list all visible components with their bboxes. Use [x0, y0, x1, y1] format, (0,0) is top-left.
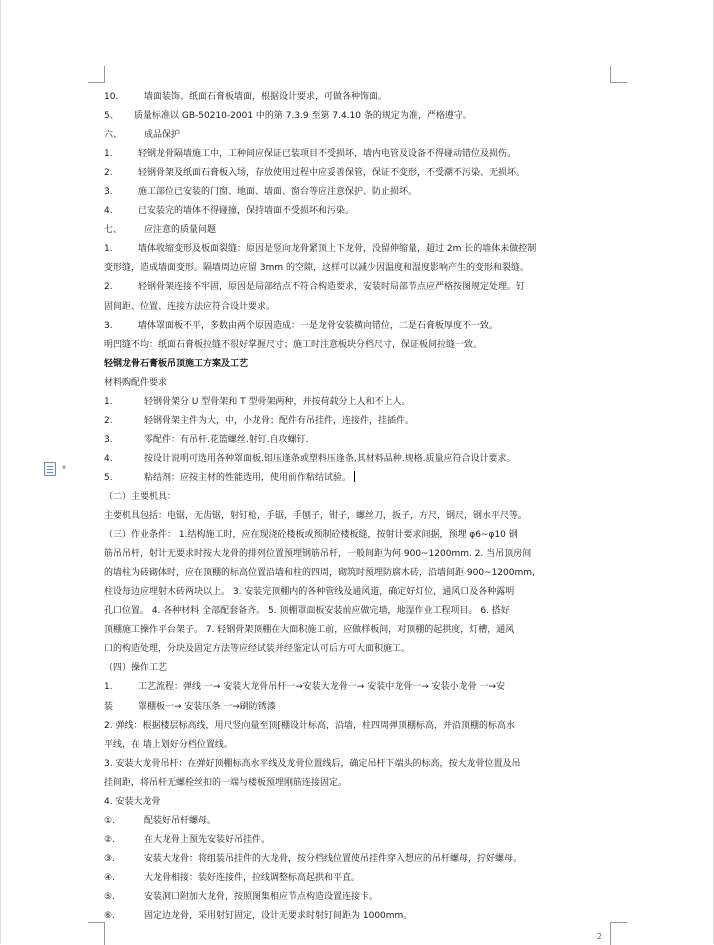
text-line — [104, 336, 607, 355]
text-line — [104, 812, 607, 831]
margin-corner-bottom-left — [88, 922, 105, 945]
text-line — [104, 564, 607, 583]
text-line — [104, 469, 607, 488]
text-line — [104, 698, 607, 717]
line-text: 工艺流程：弹线 一→ 安装大龙骨吊杆一→安装大龙骨一→ 安装中龙骨一→ 安装小龙骨 一→安 — [138, 682, 506, 693]
line-text: 施工部位已安装的门窗、地面、墙面、窗台等应注意保护、防止损坏。 — [138, 187, 418, 198]
text-line — [104, 183, 607, 202]
list-marker: 七、 — [104, 225, 123, 236]
text-line — [104, 507, 607, 526]
text-line — [104, 869, 607, 888]
text-line — [104, 88, 607, 107]
text-line — [104, 431, 607, 450]
text-line — [104, 393, 607, 412]
list-marker: 3. — [104, 320, 113, 331]
line-text: 按设计说明可选用各种罩面板.铝压逢条或塑料压逢条,其材料品种.规格.质量应符合设计要求。 — [144, 453, 516, 464]
line-text: 固间距、位置、连接方法应符合设计要求。 — [104, 301, 276, 312]
margin-corner-top-right — [610, 66, 627, 83]
text-line — [104, 145, 607, 164]
page-left-edge — [0, 0, 1, 944]
text-line — [104, 221, 607, 240]
text-line — [104, 602, 607, 621]
text-line — [104, 488, 607, 507]
line-text: 零配件：有吊杆.花篮螺丝.射钉.自攻螺钉. — [144, 434, 309, 445]
chevron-down-icon[interactable]: ▾ — [62, 463, 67, 472]
line-text: 轻钢龙骨石膏板吊顶施工方案及工艺 — [104, 358, 249, 369]
line-text: 轻钢龙骨隔墙施工中，工种间应保证已装项目不受损坏，墙内电管及设备不得碰动错位及损伤。 — [138, 149, 517, 160]
line-text: （四）操作工艺 — [104, 663, 168, 674]
line-text: 主要机具包括：电锯，无齿锯，射钉枪，手锯，手刨子，钳子，螺丝刀，扳子，方尺，钢尺，钢水平尺等。 — [104, 511, 528, 522]
line-text: 柱设每边应埋射木砖两块以上。 3. 安装完顶棚内的各种管线及通风道，确定好灯位，通风口及各种露明 — [104, 587, 515, 598]
text-line — [104, 317, 607, 336]
text-line — [104, 298, 607, 317]
line-text: 墙面装饰、纸面石膏板墙面，根据设计要求，可做各种饰面。 — [144, 92, 388, 102]
line-text: （三）作业条件： 1.结构施工时，应在现浇砼楼板或预制砼楼板缝，按射计要求间据，预埋 φ6~φ10 钢 — [104, 530, 518, 541]
line-text: 大龙骨相接：装好连接件，拉线调整标高起拱和平直。 — [144, 872, 361, 883]
text-line — [104, 412, 607, 431]
document-body[interactable] — [104, 88, 607, 926]
text-line — [104, 278, 607, 297]
line-text: 材料购配件要求 — [104, 377, 168, 388]
text-line — [104, 717, 607, 736]
margin-corner-bottom-right — [610, 922, 627, 945]
list-marker: 装 — [104, 701, 114, 712]
text-line — [104, 545, 607, 564]
list-marker: 2. — [104, 168, 113, 179]
page-number: 2 — [597, 932, 603, 941]
line-text: 3. 安装大龙骨吊杆：在弹好顶棚标高水平线及龙骨位置线后，确定吊杆下端头的标高，按大龙骨位置及吊 — [104, 758, 521, 769]
line-text: 应注意的质量问题 — [144, 225, 217, 236]
section-heading — [104, 355, 607, 374]
list-marker: 六、 — [104, 130, 123, 141]
line-text: 筋吊吊杆，射计无要求时按大龙骨的排列位置预埋钢筋吊杆，一般间距为何 900~1200mm. 2. 当吊顶房间 — [104, 549, 532, 560]
text-line — [104, 240, 607, 259]
list-marker: 5. — [104, 472, 113, 483]
text-line — [104, 774, 607, 793]
text-line — [104, 907, 607, 926]
line-text: 2. 弹线：根据楼层标高线，用尺竖向量至顶[棚设计标高，沿墙，柱四周弹顶棚标高，并沿顶棚的标高水 — [104, 720, 515, 731]
line-text: 轻钢骨架及纸面石膏板入场，存放使用过程中应妥善保管，保证不变形，不受潮不污染、无损坏。 — [138, 168, 526, 179]
margin-corner-top-left — [88, 66, 105, 83]
document-map-icon[interactable] — [44, 462, 56, 476]
line-text: 安装洞口附加大龙骨，按照图集相应节点构造设置连接卡。 — [144, 891, 379, 902]
line-text: 配装好吊杆螺母。 — [144, 815, 217, 826]
text-line — [104, 621, 607, 640]
line-text: 轻钢骨架主件为大，中，小龙骨；配件有吊挂件，连接件，挂插件。 — [144, 415, 415, 426]
line-text: 成品保护 — [144, 130, 181, 141]
text-line — [104, 640, 607, 659]
line-text: 轻钢骨架连接不牢固，原因是局部结点不符合构造要求，安装时局部节点应严格按图规定处理。钉 — [138, 282, 526, 293]
text-line — [104, 831, 607, 850]
list-marker: ③. — [104, 853, 115, 864]
text-line — [104, 202, 607, 221]
line-text: 墙体罩面板不平，多数由两个原因造成：一是龙骨安装横向错位，二是石膏板厚度不一致。 — [138, 320, 499, 331]
text-line — [104, 736, 607, 755]
list-marker: 4. — [104, 453, 113, 464]
line-text: 罩棚板一→ 安装压条 一→刷防锈漆 — [138, 701, 276, 712]
text-line — [104, 678, 607, 697]
list-marker: ①. — [104, 815, 115, 826]
line-text: 在大龙骨上预先安装好吊挂件。 — [144, 834, 271, 845]
text-line — [104, 526, 607, 545]
text-line — [104, 107, 607, 126]
line-text: 的墙柱为砖砌体时，应在顶棚的标高位置沿墙和柱的四周，砌筑时预埋防腐木砖，沿墙间距 900~1200mm, — [104, 568, 535, 579]
line-text: 粘结剂：应按主材的性能选用，使用前作粘结试验。 — [144, 472, 352, 483]
line-text: 安装大龙骨：将组装吊挂件的大龙骨，按分档线位置使吊挂件穿入想应的吊杆螺母，拧好螺母。 — [144, 853, 523, 864]
line-text: 平线，在 墙上划好分档位置线。 — [104, 739, 233, 750]
text-line — [104, 259, 607, 278]
list-marker: 3. — [104, 187, 113, 198]
text-line — [104, 164, 607, 183]
list-marker: 1. — [104, 149, 113, 160]
list-marker: ④. — [104, 872, 115, 883]
list-marker: ⑤. — [104, 891, 115, 902]
line-text: 墙体收缩变形及板面裂缝：原因是竖向龙骨紧顶上下龙骨，没留伸缩量，超过 2m 长的墙体未做控制 — [138, 244, 537, 255]
line-text: 明凹缝不均：纸面石膏板拉缝不很好掌握尺寸；施工时注意板块分档尺寸，保证板间拉缝一致。 — [104, 339, 483, 350]
list-marker: 2. — [104, 415, 113, 426]
line-text: （二）主要机具： — [104, 491, 177, 502]
list-marker: ②. — [104, 834, 115, 845]
text-line — [104, 850, 607, 869]
text-line — [104, 583, 607, 602]
list-marker: 3. — [104, 434, 113, 445]
line-text: 质量标准以 GB-50210-2001 中的第 7.3.9 至第 7.4.10 条的规定为准，严格遵守。 — [134, 111, 472, 122]
line-text: 固定边龙骨，采用射钉固定，设计无要求时射钉间距为 1000mm。 — [144, 911, 413, 922]
list-marker: 1. — [104, 244, 113, 255]
line-text: 口的构造处理，分块及固定方法等应经试装并经鉴定认可后方可大面积施工。 — [104, 644, 411, 655]
line-text: 挂间距，将吊杆无螺栓丝扣的一端与楼板预埋刚筋连接固定。 — [104, 777, 348, 788]
text-line — [104, 888, 607, 907]
text-line — [104, 793, 607, 812]
text-line — [104, 450, 607, 469]
list-marker: 4. — [104, 206, 113, 217]
text-line — [104, 659, 607, 678]
list-marker: 5、 — [104, 111, 119, 122]
list-marker: 1. — [104, 682, 113, 693]
line-text: 已安装完的墙体不得碰撞，保持墙面不受损坏和污染。 — [138, 206, 355, 217]
list-marker: 1. — [104, 396, 113, 407]
text-line — [104, 755, 607, 774]
text-line — [104, 374, 607, 393]
list-marker: 2. — [104, 282, 113, 293]
line-text: 轻钢骨架分 U 型骨架和 T 型骨架两种，并按荷载分上人和不上人。 — [144, 396, 411, 407]
line-text: 孔口位置。 4. 各种材料 全部配套备齐。 5. 顶棚罩面板安装前应做完墙，地湿作业工程项目。 6. 搭好 — [104, 606, 510, 617]
text-cursor — [354, 471, 355, 482]
list-marker: 10. — [104, 92, 119, 102]
line-text: 顶棚施工操作平台架子。 7. 轻钢骨架顶棚在大面积施工前，应做样板间，对顶棚的起拱度，灯槽，通风 — [104, 625, 515, 636]
line-text: 4. 安装大龙骨 — [104, 796, 161, 807]
list-marker: ⑥. — [104, 911, 115, 922]
line-text: 变形缝，造成墙面变形。隔墙周边应留 3mm 的空隙，这样可以减少因温度和湿度影响产生的变形和裂缝。 — [104, 263, 529, 274]
text-line — [104, 126, 607, 145]
